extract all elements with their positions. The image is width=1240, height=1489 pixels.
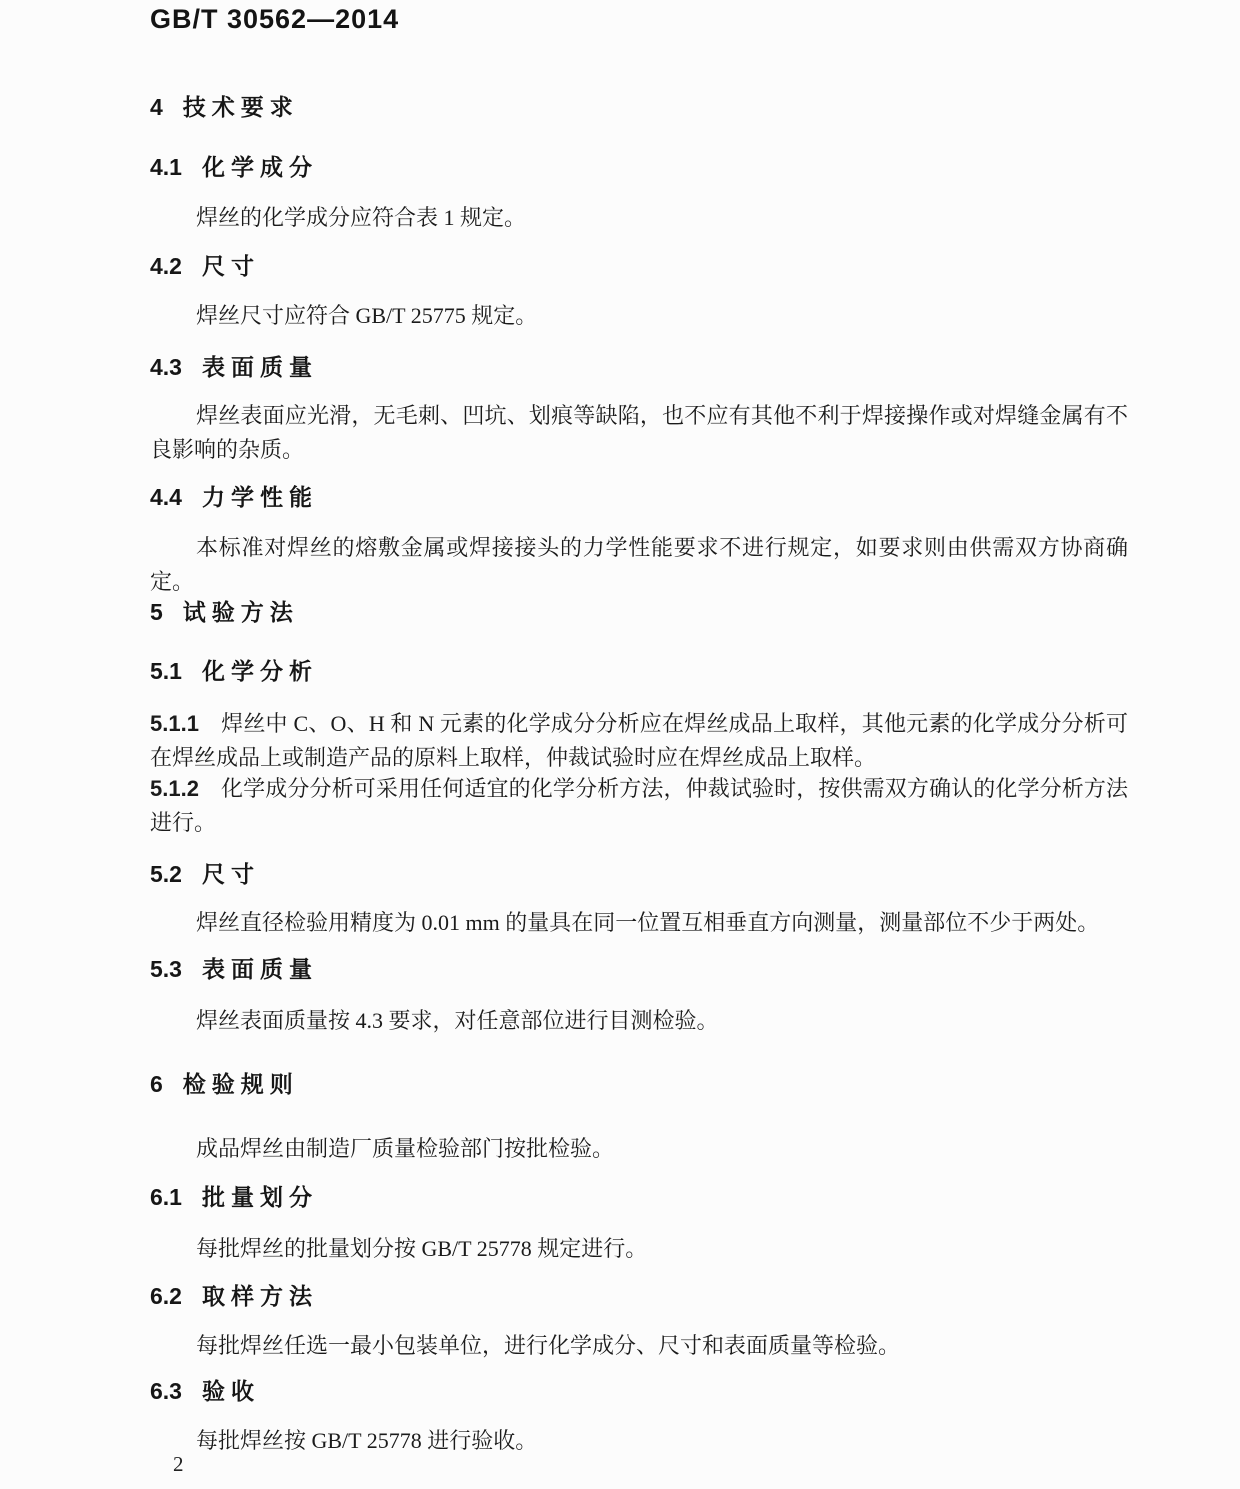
section-6-1-body: 每批焊丝的批量划分按 GB/T 25778 规定进行。 [196,1236,648,1261]
section-title: 检验规则 [182,1071,299,1097]
section-5-heading [150,598,1140,626]
clause-text: 焊丝中 C、O、H 和 N 元素的化学成分分析应在焊丝成品上取样，其他元素的化学成分分析可在焊丝成品上或制造产品的原料上取样，仲裁试验时应在焊丝成品上取样。 [150,711,1128,770]
section-4-2-body: 焊丝尺寸应符合 GB/T 25775 规定。 [196,303,538,328]
section-number: 4 [150,94,163,120]
clause-text: 化学成分分析可采用任何适宜的化学分析方法，仲裁试验时，按供需双方确认的化学分析方法进行。 [150,776,1128,835]
section-number: 6.3 [150,1378,182,1404]
section-4-2-heading [150,252,1140,280]
section-5-3-heading [150,955,1140,983]
section-4-heading [150,93,1140,121]
section-number: 6.2 [150,1283,182,1309]
section-number: 4.3 [150,354,182,380]
section-number: 6.1 [150,1184,182,1210]
page-number: 2 [173,1452,184,1476]
section-6-1-heading [150,1183,1140,1211]
section-4-3-heading [150,353,1140,381]
section-title: 化学分析 [201,658,318,684]
section-number: 6 [150,1071,163,1097]
section-number: 5.2 [150,861,182,887]
section-number: 5.3 [150,956,182,982]
clause-number: 5.1.2 [150,776,199,801]
section-title: 尺寸 [201,253,260,279]
section-title: 验收 [201,1378,260,1404]
section-title: 取样方法 [201,1283,318,1309]
clause-5-1-1 [150,707,1128,775]
section-6-2-body: 每批焊丝任选一最小包装单位，进行化学成分、尺寸和表面质量等检验。 [196,1333,901,1358]
clause-5-1-2 [150,772,1128,840]
section-number: 4.4 [150,484,182,510]
section-title: 批量划分 [201,1184,318,1210]
clause-number: 5.1.1 [150,711,199,736]
section-6-body: 成品焊丝由制造厂质量检验部门按批检验。 [196,1136,615,1161]
section-title: 表面质量 [201,956,318,982]
section-title: 技术要求 [182,94,299,120]
section-5-1-heading [150,657,1140,685]
section-number: 4.1 [150,154,182,180]
section-4-1-body: 焊丝的化学成分应符合表 1 规定。 [196,205,527,230]
section-4-4-body: 本标准对焊丝的熔敷金属或焊接接头的力学性能要求不进行规定，如要求则由供需双方协商确定。 [150,535,1128,594]
section-4-1-heading [150,153,1140,181]
standard-code-header: GB/T 30562—2014 [150,4,400,34]
section-title: 力学性能 [201,484,318,510]
section-title: 试验方法 [182,599,299,625]
section-title: 尺寸 [201,861,260,887]
section-number: 5.1 [150,658,182,684]
section-4-4-heading [150,483,1140,511]
section-title: 表面质量 [201,354,318,380]
section-number: 4.2 [150,253,182,279]
section-6-3-heading [150,1377,1140,1405]
section-6-2-heading [150,1282,1140,1310]
section-5-2-heading [150,860,1140,888]
section-5-3-body: 焊丝表面质量按 4.3 要求，对任意部位进行目测检验。 [196,1008,719,1033]
section-6-3-body: 每批焊丝按 GB/T 25778 进行验收。 [196,1428,538,1453]
section-number: 5 [150,599,163,625]
section-5-2-body: 焊丝直径检验用精度为 0.01 mm 的量具在同一位置互相垂直方向测量，测量部位不少于两处。 [196,910,1100,935]
section-title: 化学成分 [201,154,318,180]
section-6-heading [150,1070,1140,1098]
section-4-3-body: 焊丝表面应光滑，无毛刺、凹坑、划痕等缺陷，也不应有其他不利于焊接操作或对焊缝金属有不良影响的杂质。 [150,403,1128,462]
